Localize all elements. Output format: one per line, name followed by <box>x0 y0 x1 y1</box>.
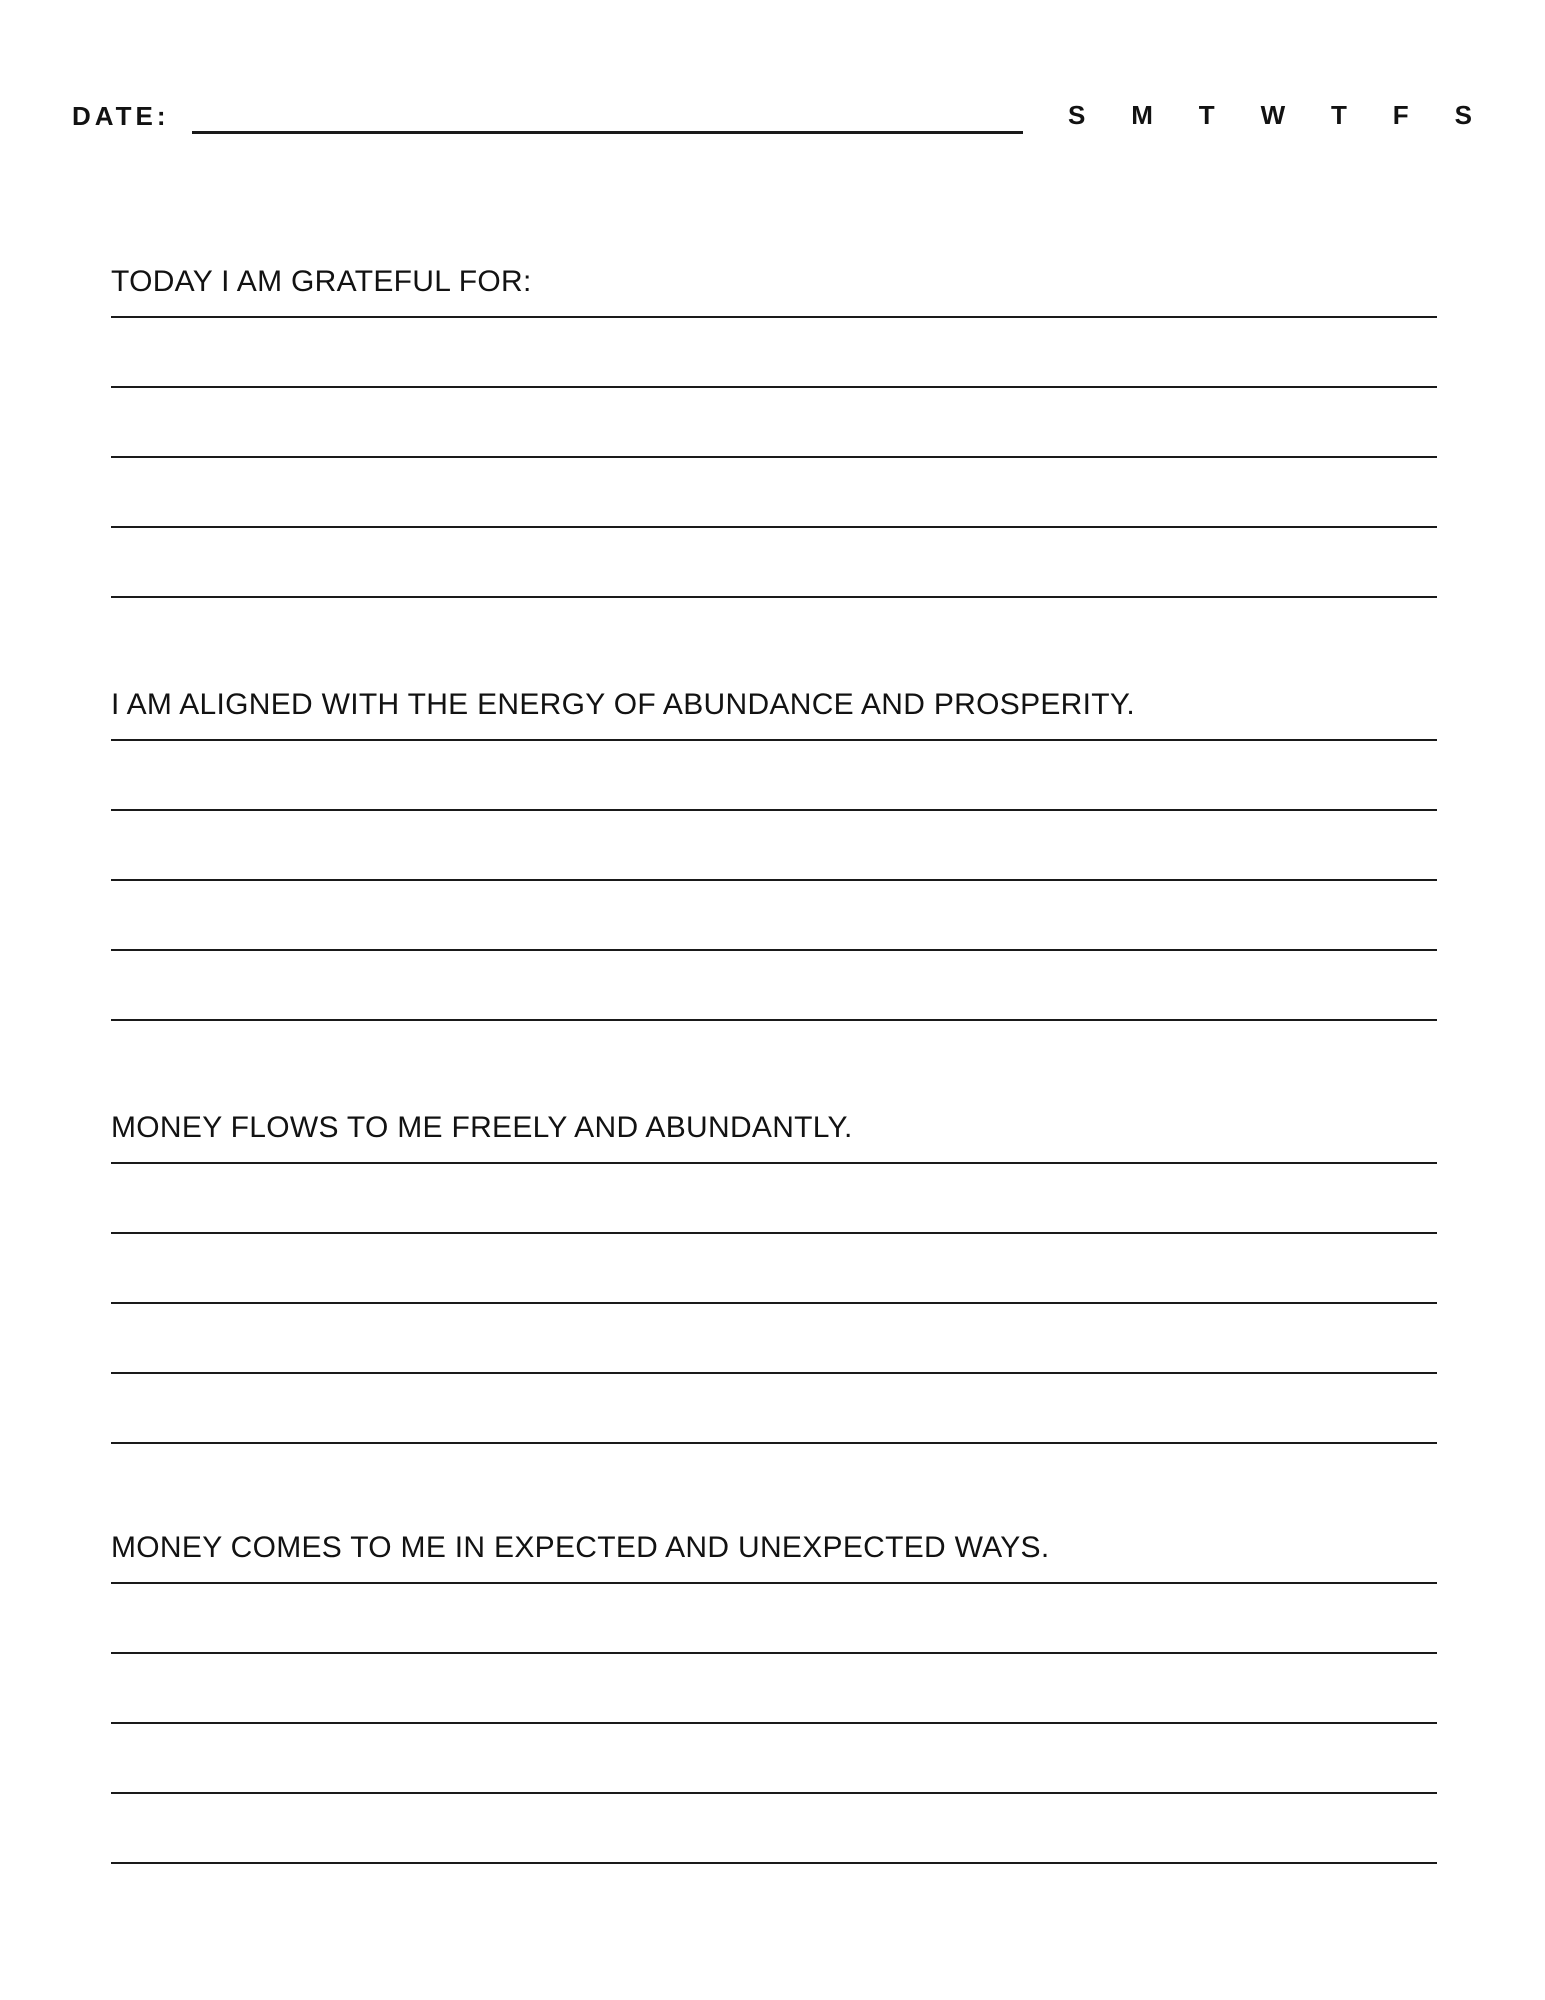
writing-line[interactable] <box>111 300 1437 318</box>
writing-line[interactable] <box>111 723 1437 741</box>
day-saturday[interactable]: S <box>1454 100 1472 130</box>
writing-line[interactable] <box>111 388 1437 458</box>
day-thursday[interactable]: T <box>1331 100 1347 130</box>
writing-line[interactable] <box>111 1164 1437 1234</box>
writing-line[interactable] <box>111 811 1437 881</box>
section-gratitude <box>111 264 1437 598</box>
date-label: DATE: <box>72 101 170 131</box>
writing-line[interactable] <box>111 1654 1437 1724</box>
section-abundance-affirmation-title: I AM ALIGNED WITH THE ENERGY OF ABUNDANCE AND PROSPERITY. <box>111 688 1135 721</box>
writing-line[interactable] <box>111 741 1437 811</box>
section-money-flows <box>111 1110 1437 1444</box>
writing-line[interactable] <box>111 1304 1437 1374</box>
writing-line[interactable] <box>111 528 1437 598</box>
day-wednesday[interactable]: W <box>1260 100 1286 130</box>
writing-line[interactable] <box>111 458 1437 528</box>
writing-line[interactable] <box>111 318 1437 388</box>
writing-line[interactable] <box>111 951 1437 1021</box>
section-money-comes <box>111 1530 1437 1864</box>
writing-line[interactable] <box>111 1584 1437 1654</box>
day-friday[interactable]: F <box>1392 100 1409 130</box>
day-sunday[interactable]: S <box>1068 100 1086 130</box>
header <box>0 0 1545 160</box>
day-tuesday[interactable]: T <box>1198 100 1215 130</box>
section-money-flows-title: MONEY FLOWS TO ME FREELY AND ABUNDANTLY. <box>111 1111 853 1144</box>
writing-line[interactable] <box>111 1374 1437 1444</box>
writing-line[interactable] <box>111 1724 1437 1794</box>
section-abundance-affirmation <box>111 687 1437 1021</box>
section-gratitude-title: TODAY I AM GRATEFUL FOR: <box>111 265 532 298</box>
section-money-comes-title: MONEY COMES TO ME IN EXPECTED AND UNEXPECTED WAYS. <box>111 1531 1050 1564</box>
writing-line[interactable] <box>111 1794 1437 1864</box>
date-input-line[interactable] <box>192 131 1023 134</box>
writing-line[interactable] <box>111 1234 1437 1304</box>
writing-line[interactable] <box>111 881 1437 951</box>
day-monday[interactable]: M <box>1131 100 1153 130</box>
writing-line[interactable] <box>111 1566 1437 1584</box>
writing-line[interactable] <box>111 1146 1437 1164</box>
weekday-selector <box>1068 101 1472 130</box>
